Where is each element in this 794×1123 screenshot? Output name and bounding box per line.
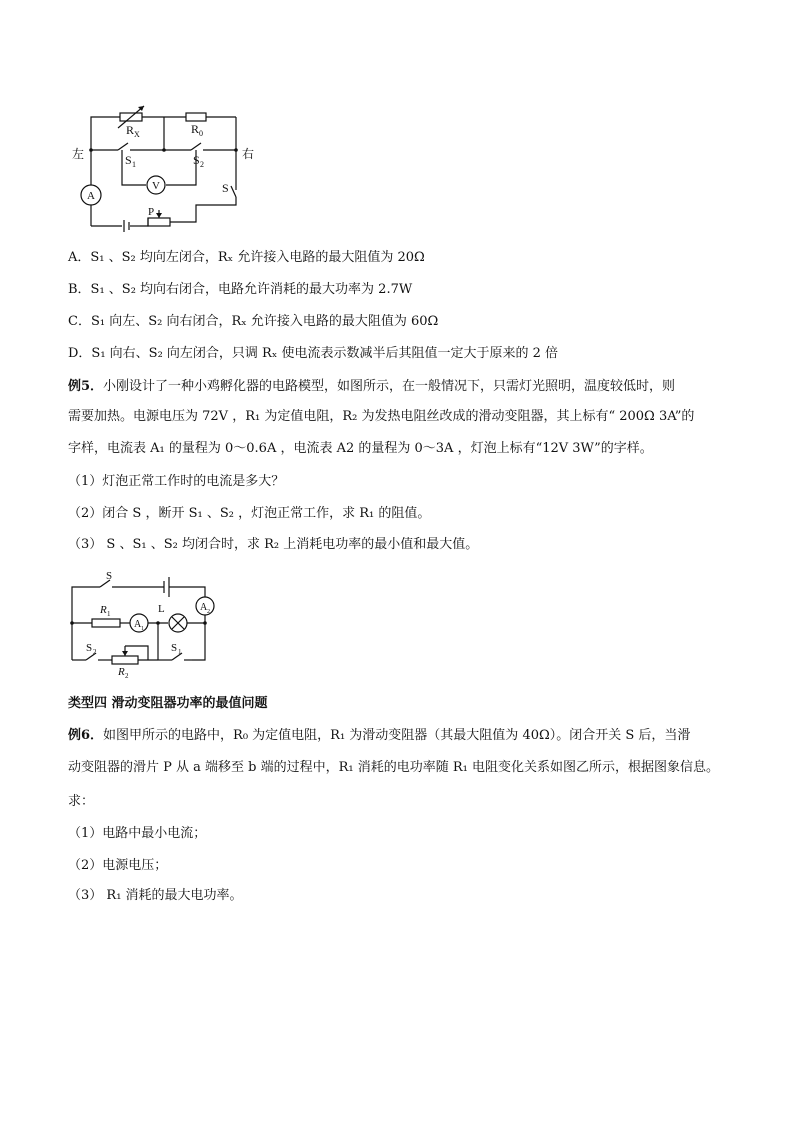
ammeter-label: A bbox=[87, 190, 95, 202]
s1-label-sub: 1 bbox=[132, 160, 136, 169]
rx-label: R bbox=[126, 123, 135, 137]
rheostat-p-label: P bbox=[148, 206, 155, 218]
option-d: D．S₁ 向右、S₂ 向左闭合，只调 Rₓ 使电流表示数减半后其阻值一定大于原来的 2 倍 bbox=[68, 346, 559, 361]
r1-resistor bbox=[92, 619, 120, 627]
example-5-label: 例5． bbox=[68, 379, 104, 394]
example-5-line-1 bbox=[68, 378, 675, 396]
rx-label-sub: X bbox=[134, 130, 140, 139]
label-right: 右 bbox=[242, 147, 255, 161]
label-left: 左 bbox=[72, 147, 85, 161]
type-4-heading: 类型四 滑动变阻器功率的最值问题 bbox=[68, 696, 268, 711]
example-5-text-1: 小刚设计了一种小鸡孵化器的电路模型，如图所示，在一般情况下，只需灯光照明，温度较低时，则 bbox=[103, 379, 676, 394]
example-5-q1: （1）灯泡正常工作时的电流是多大？ bbox=[68, 474, 285, 489]
r0-label: R bbox=[191, 122, 200, 136]
circuit-diagram-1 bbox=[0, 0, 794, 240]
d2-r2-label: R bbox=[118, 666, 125, 678]
example-5-q3: （3） S 、S₁ 、S₂ 均闭合时，求 R₂ 上消耗电功率的最小值和最大值。 bbox=[68, 537, 479, 552]
rheostat-p bbox=[148, 218, 170, 226]
example-5-line-2: 需要加热。电源电压为 72V ，R₁ 为定值电阻，R₂ 为发热电阻丝改成的滑动变阻器，其上标有“ 200Ω 3A”的 bbox=[68, 409, 695, 424]
r2-rheostat bbox=[112, 656, 138, 664]
option-a: A．S₁ 、S₂ 均向左闭合，Rₓ 允许接入电路的最大阻值为 20Ω bbox=[68, 250, 425, 265]
s2-label: S bbox=[193, 153, 200, 167]
s2-label-sub: 2 bbox=[200, 160, 204, 169]
example-5-line-3: 字样，电流表 A₁ 的量程为 0～0.6A ，电流表 A2 的量程为 0～3A ，灯泡上标有“12V 3W”的字样。 bbox=[68, 441, 653, 456]
example-6-q3: （3） R₁ 消耗的最大电功率。 bbox=[68, 888, 243, 903]
d2-r1-sub: 1 bbox=[107, 610, 111, 618]
d2-r1-label: R bbox=[100, 604, 107, 616]
voltmeter-label: V bbox=[152, 180, 160, 192]
d2-r2-sub: 2 bbox=[125, 672, 129, 680]
d2-s1-sub: 1 bbox=[178, 648, 182, 656]
s1-label: S bbox=[125, 153, 132, 167]
example-6-line-2: 动变阻器的滑片 P 从 a 端移至 b 端的过程中，R₁ 消耗的电功率随 R₁ 电阻变化关系如图乙所示，根据图象信息。 bbox=[68, 760, 720, 775]
example-5-q2: （2）闭合 S ，断开 S₁ 、S₂ ，灯泡正常工作，求 R₁ 的阻值。 bbox=[68, 506, 431, 521]
d2-a2-label: A bbox=[200, 602, 208, 613]
example-6-line-3: 求： bbox=[68, 794, 95, 809]
switch-s-label: S bbox=[222, 181, 229, 195]
option-b: B．S₁ 、S₂ 均向右闭合，电路允许消耗的最大功率为 2.7W bbox=[68, 282, 413, 297]
example-6-text-1: 如图甲所示的电路中，R₀ 为定值电阻，R₁ 为滑动变阻器（其最大阻值为 40Ω）。闭合开关 S 后，当滑 bbox=[103, 728, 691, 743]
example-6-q2: （2）电源电压； bbox=[68, 858, 168, 873]
d2-s1-label: S bbox=[171, 642, 178, 654]
d2-a1-label: A bbox=[134, 619, 142, 630]
d2-s2-label: S bbox=[86, 642, 93, 654]
r0-resistor bbox=[186, 113, 206, 121]
d2-a2-sub: 2 bbox=[207, 609, 210, 615]
option-c: C．S₁ 向左、S₂ 向右闭合，Rₓ 允许接入电路的最大阻值为 60Ω bbox=[68, 314, 439, 329]
example-6-label: 例6． bbox=[68, 728, 104, 743]
example-6-line-1 bbox=[68, 727, 690, 745]
d2-a1-sub: 1 bbox=[141, 626, 144, 632]
d2-switch-s-label: S bbox=[106, 570, 113, 582]
circuit-diagram-2 bbox=[0, 560, 794, 680]
example-6-q1: （1）电路中最小电流； bbox=[68, 826, 207, 841]
d2-lamp-label: L bbox=[158, 603, 165, 615]
r0-label-sub: 0 bbox=[199, 129, 203, 138]
d2-s2-sub: 2 bbox=[93, 648, 97, 656]
